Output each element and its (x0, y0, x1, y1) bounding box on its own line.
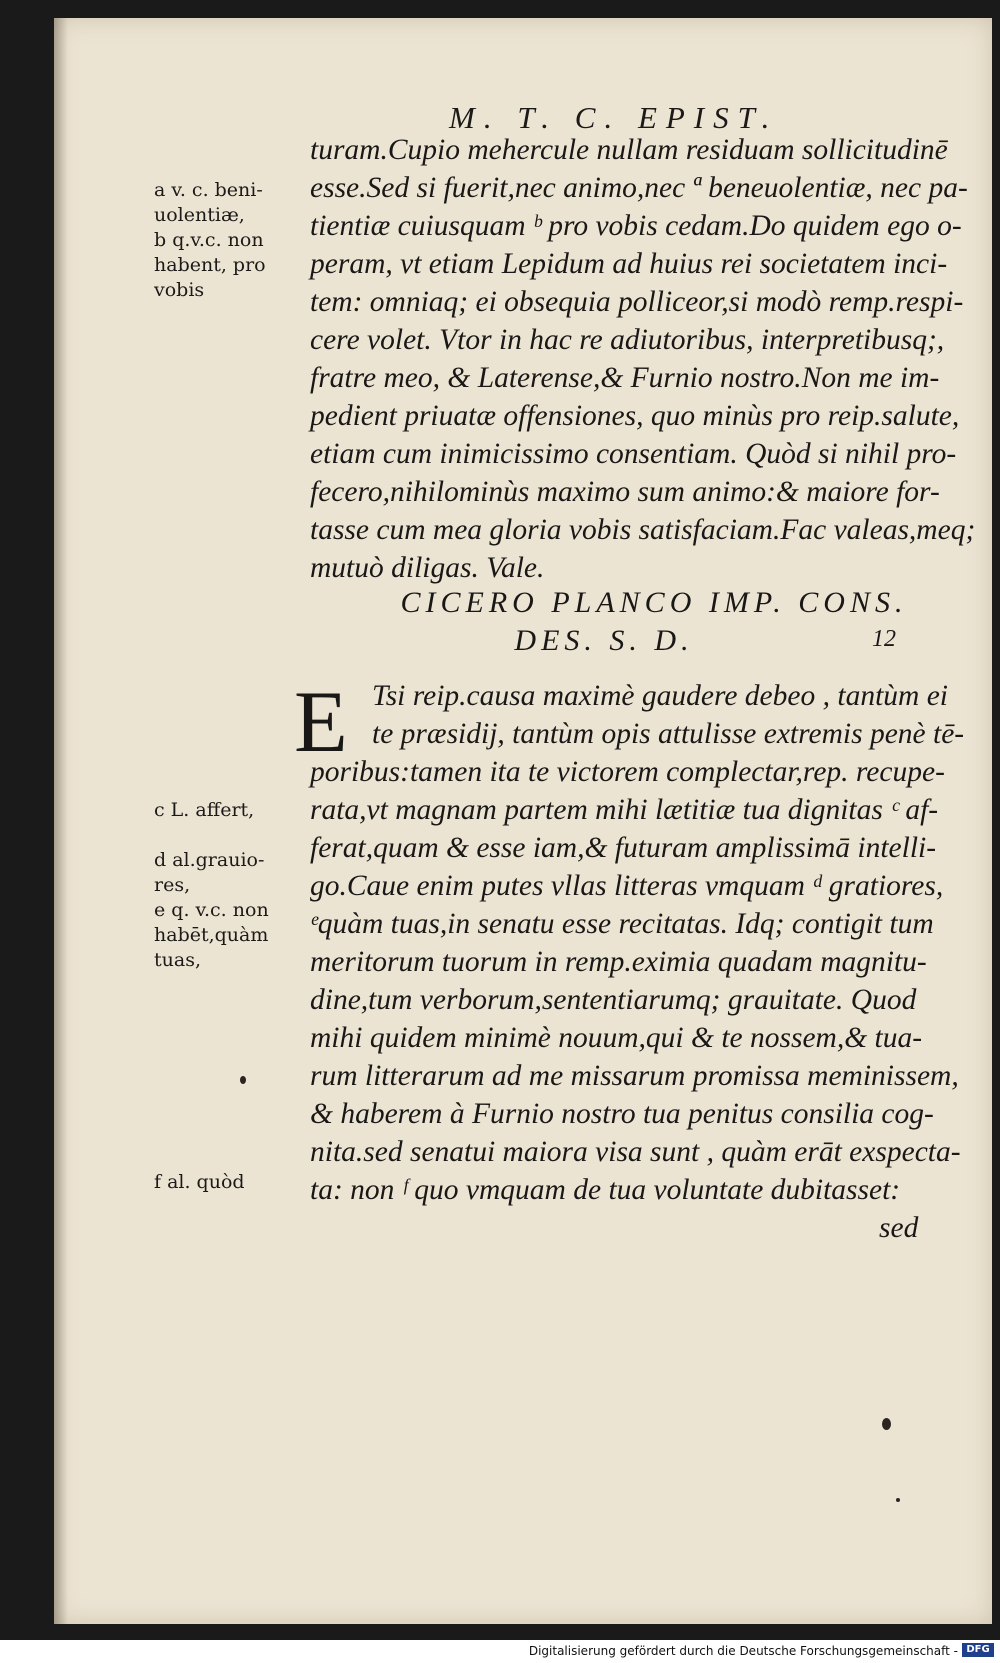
margin-note-line: a v. c. beni- (154, 179, 263, 201)
text-line: Tsi reip.causa maximè gaudere debeo , tantùm ei (372, 680, 948, 712)
drop-cap: E (294, 674, 348, 771)
text-line: & haberem à Furnio nostro tua penitus consilia cog- (310, 1098, 934, 1130)
ink-speck (240, 1076, 246, 1084)
text-line: ferat,quam & esse iam,& futuram amplissimā intelli- (310, 832, 937, 864)
text-line: poribus:tamen ita te victorem complectar,rep. recupe- (310, 756, 945, 788)
text-line: tem: omniaq; ei obsequia polliceor,si modò remp.respi- (310, 286, 964, 318)
ink-speck (896, 1498, 900, 1502)
text-line: tientiæ cuiusquam ᵇ pro vobis cedam.Do quidem ego o- (310, 210, 962, 242)
text-line: turam.Cupio mehercule nullam residuam sollicitudinē (310, 134, 948, 166)
margin-note-d (154, 848, 319, 898)
footer-credit: Digitalisierung gefördert durch die Deutsche Forschungsgemeinschaft - (528, 1644, 958, 1658)
text-line: cere volet. Vtor in hac re adiutoribus, interpretibusq;, (310, 324, 945, 356)
margin-note-line: res, (154, 874, 191, 896)
letter-heading-line2: DES. S. D. (514, 624, 694, 657)
margin-note-line: e q. v.c. non (154, 899, 269, 921)
text-line: esse.Sed si fuerit,nec animo,nec ª beneuolentiæ, nec pa- (310, 172, 968, 204)
digitization-footer (0, 1640, 1000, 1663)
text-line: mihi quidem minimè nouum,qui & te nossem,& tua- (310, 1022, 923, 1054)
letter-number: 12 (872, 626, 896, 652)
margin-note-line: uolentiæ, (154, 204, 245, 226)
text-line: etiam cum inimicissimo consentiam. Quòd si nihil pro- (310, 438, 957, 470)
running-head: M. T. C. EPIST. (449, 100, 779, 135)
text-line: mutuò diligas. Vale. (310, 552, 545, 584)
text-line: rata,vt magnam partem mihi lætitiæ tua dignitas ᶜ af- (310, 794, 939, 826)
margin-note-line: tuas, (154, 949, 201, 971)
text-line: fratre meo, & Laterense,& Furnio nostro.Non me im- (310, 362, 940, 394)
letter-heading: CICERO PLANCO IMP. CONS. (400, 586, 908, 619)
margin-note-line: b q.v.c. non (154, 229, 264, 251)
text-line: fecero,nihilominùs maximo sum animo:& maiore for- (310, 476, 940, 508)
margin-note-line: f al. quòd (154, 1171, 245, 1193)
text-line: ᵉquàm tuas,in senatu esse recitatas. Idq; contigit tum (310, 908, 934, 940)
text-line: nita.sed senatui maiora visa sunt , quàm erāt exspecta- (310, 1136, 961, 1168)
margin-note-c (154, 798, 319, 823)
margin-note-line: vobis (154, 279, 205, 301)
text-line: pedient priuatæ offensiones, quo minùs pro reip.salute, (310, 400, 960, 432)
ink-speck (882, 1418, 891, 1430)
margin-note-e (154, 898, 319, 973)
text-line: meritorum tuorum in remp.eximia quadam magnitu- (310, 946, 927, 978)
text-line: ta: non ᶠ quo vmquam de tua voluntate dubitasset: (310, 1174, 901, 1206)
margin-note-f (154, 1170, 319, 1195)
dfg-logo: DFG (962, 1643, 994, 1657)
margin-note-line: habēt,quàm (154, 924, 269, 946)
catchword: sed (879, 1212, 919, 1244)
book-page (54, 18, 992, 1624)
margin-note-line: habent, pro (154, 254, 266, 276)
text-line: rum litterarum ad me missarum promissa meminissem, (310, 1060, 959, 1092)
text-line: te præsidij, tantùm opis attulisse extremis penè tē- (372, 718, 965, 750)
margin-note-ab (154, 178, 319, 303)
text-line: dine,tum verborum,sententiarumq; grauitate. Quod (310, 984, 917, 1016)
text-line: tasse cum mea gloria vobis satisfaciam.Fac valeas,meq; (310, 514, 976, 546)
text-line: peram, vt etiam Lepidum ad huius rei societatem inci- (310, 248, 948, 280)
text-line: go.Caue enim putes vllas litteras vmquam ᵈ gratiores, (310, 870, 944, 902)
margin-note-line: d al.grauio- (154, 849, 265, 871)
margin-note-line: c L. affert, (154, 799, 255, 821)
